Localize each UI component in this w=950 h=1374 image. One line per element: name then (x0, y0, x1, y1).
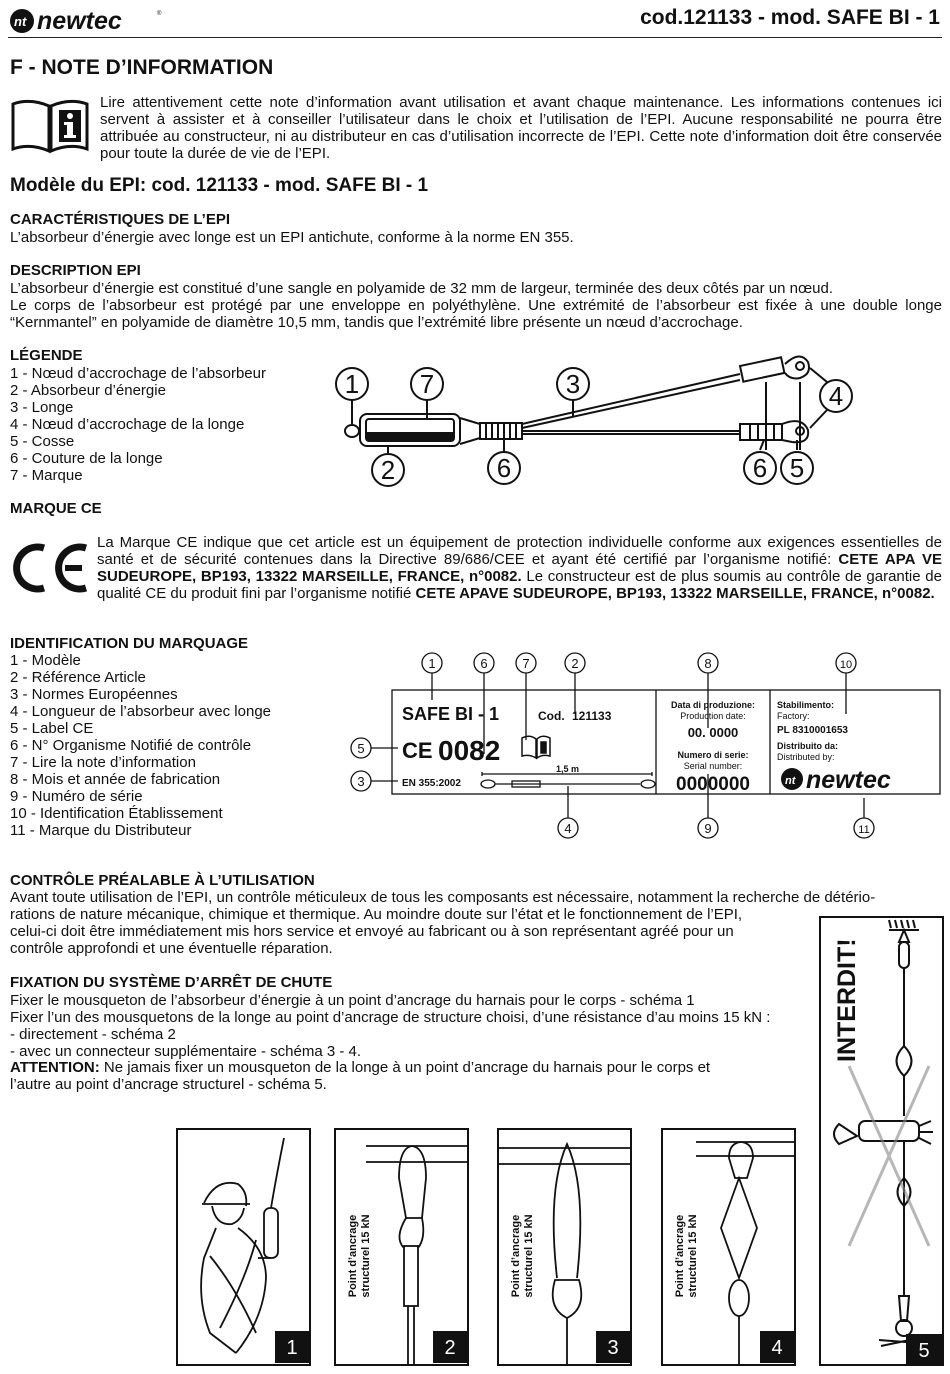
label-model: SAFE BI - 1 (402, 704, 500, 724)
description-heading: DESCRIPTION EPI (10, 262, 141, 279)
characteristics-heading: CARACTÉRISTIQUES DE L’EPI (10, 211, 231, 228)
schema-number: 5 (918, 1340, 930, 1362)
ce-body-1: CETE APA VE SUDEUROPE, BP193, 13322 MARSEILLE, FRANCE, n°0082. (97, 551, 943, 585)
label-callout: 6 (480, 656, 488, 671)
svg-text:®: ® (157, 11, 162, 17)
precheck-heading: CONTRÔLE PRÉALABLE À L’UTILISATION (10, 872, 315, 889)
label-distrib-en: Distributed by: (777, 752, 835, 762)
forbidden-label: INTERDIT! (833, 938, 861, 1062)
label-callout: 8 (704, 656, 712, 671)
schema-number: 1 (286, 1337, 298, 1359)
ce-mark-icon (8, 540, 90, 596)
fixation-attention (10, 1059, 810, 1076)
description-line2: Le corps de l’absorbeur est protégé par une enveloppe en polyéthylène. Une extrémité de l’absorbeur est fixée à une double longe “Kernmantel” en polyamide de diamètre 10,5 mm, tandis que l’extrémité libre présente un nœud d’accrochage. (10, 297, 942, 331)
label-callout: 2 (571, 656, 579, 671)
legend-heading: LÉGENDE (10, 347, 83, 364)
label-callout: 10 (839, 659, 853, 671)
label-callout: 11 (858, 824, 870, 836)
schema-2 (334, 1128, 469, 1366)
fixation-heading: FIXATION DU SYSTÈME D’ARRÊT DE CHUTE (10, 974, 333, 991)
schema-number: 3 (607, 1337, 619, 1359)
schema-number: 4 (771, 1337, 783, 1359)
lanyard-diagram (330, 340, 870, 495)
schema-number: 2 (444, 1337, 456, 1359)
identification-item: 1 - Modèle (10, 652, 81, 669)
label-cod: 121133 (572, 709, 612, 723)
label-serial-en: Serial number: (683, 761, 743, 771)
label-factory-en: Factory: (777, 711, 810, 721)
identification-item: 9 - Numéro de série (10, 788, 143, 805)
description-line1: L’absorbeur d’énergie est constitué d’une sangle en polyamide de 32 mm de largeur, terminée des deux côtés par un nœud. (10, 280, 834, 297)
label-prod-it: Data di produzione: (671, 700, 755, 710)
brand-name: newtec (37, 7, 122, 35)
legend-item: 2 - Absorbeur d’énergie (10, 382, 166, 399)
label-callout: 4 (564, 821, 572, 836)
identification-item: 10 - Identification Établissement (10, 805, 223, 822)
ce-text-part2: Le constructeur est de plus soumis au contrôle de garantie de qualité CE du produit fini par l’organisme notifié (97, 568, 942, 602)
anchor-label: structurel 15 kN (523, 1214, 535, 1298)
legend-item: 5 - Cosse (10, 433, 75, 450)
anchor-label: Point d’ancrage (347, 1214, 359, 1298)
page-title: F - NOTE D’INFORMATION (10, 56, 274, 79)
identification-item: 2 - Référence Article (10, 669, 146, 686)
svg-text:nt: nt (14, 14, 27, 29)
label-length: 1,5 m (556, 764, 580, 774)
attention-label: ATTENTION: (10, 1059, 100, 1076)
header-rule (8, 37, 942, 38)
precheck-line: rations de nature mécanique, chimique et thermique. Au moindre doute sur l’état et le fonctionnement de l’EPI, (10, 906, 743, 923)
diagram-callout: 7 (419, 369, 435, 399)
identification-item: 5 - Label CE (10, 720, 94, 737)
label-ce: CE (402, 738, 433, 763)
precheck-line: celui-ci doit être immédiatement mis hors service et envoyé au fabricant ou à son représentant agréé pour un (10, 923, 734, 940)
ce-text (97, 534, 942, 602)
legend-item: 1 - Nœud d’accrochage de l’absorbeur (10, 365, 266, 382)
schema-5-forbidden (819, 916, 944, 1366)
identification-item: 8 - Mois et année de fabrication (10, 771, 221, 788)
read-manual-icon (10, 96, 90, 154)
label-callout: 3 (357, 774, 365, 789)
legend-item: 7 - Marque (10, 467, 83, 484)
identification-heading: IDENTIFICATION DU MARQUAGE (10, 635, 249, 652)
label-callout: 5 (357, 741, 365, 756)
legend-item: 3 - Longe (10, 399, 74, 416)
schema-1 (176, 1128, 311, 1366)
diagram-callout: 4 (828, 381, 844, 411)
newtec-logo (8, 6, 168, 36)
identification-item: 6 - N° Organisme Notifié de contrôle (10, 737, 252, 754)
document-code: cod.121133 - mod. SAFE BI - 1 (640, 6, 940, 29)
anchor-label: Point d’ancrage (674, 1214, 686, 1298)
label-factory-it: Stabilimento: (777, 700, 835, 710)
label-norm: EN 355:2002 (402, 778, 461, 789)
label-brand: newtec (806, 766, 891, 794)
diagram-callout: 3 (565, 369, 581, 399)
model-heading: Modèle du EPI: cod. 121133 - mod. SAFE BI - 1 (10, 175, 429, 196)
label-distrib-it: Distribuito da: (777, 741, 838, 751)
anchor-label: structurel 15 kN (687, 1214, 699, 1298)
fixation-line: l’autre au point d’ancrage structurel - schéma 5. (10, 1076, 327, 1093)
legend-item: 6 - Couture de la longe (10, 450, 163, 467)
anchor-label: structurel 15 kN (360, 1214, 372, 1298)
marking-label-diagram (340, 648, 944, 844)
label-prod-value: 00. 0000 (687, 725, 739, 740)
label-callout: 1 (428, 656, 436, 671)
label-prod-en: Production date: (680, 711, 746, 721)
label-notified-body: 0082 (438, 735, 501, 766)
anchor-label: Point d’ancrage (510, 1214, 522, 1298)
identification-item: 7 - Lire la note d’information (10, 754, 196, 771)
svg-text:nt: nt (785, 775, 796, 787)
diagram-callout: 1 (344, 369, 360, 399)
fixation-line: Fixer l’un des mousquetons de la longe au point d’ancrage de structure choisi, d’une résistance d’au moins 15 kN : (10, 1009, 771, 1026)
label-factory-value: PL 8310001653 (777, 725, 848, 736)
label-callout: 7 (522, 656, 530, 671)
label-cod-label: Cod. (538, 709, 565, 723)
diagram-callout: 2 (380, 455, 396, 485)
label-serial-it: Numero di serie: (677, 750, 749, 760)
diagram-callout: 6 (496, 453, 512, 483)
attention-text: Ne jamais fixer un mousqueton de la longe à un point d’ancrage du harnais pour le corps et (99, 1059, 711, 1076)
schema-4 (661, 1128, 796, 1366)
identification-item: 11 - Marque du Distributeur (10, 822, 192, 839)
characteristics-text: L’absorbeur d’énergie avec longe est un EPI antichute, conforme à la norme EN 355. (10, 229, 574, 246)
identification-item: 3 - Normes Européennes (10, 686, 178, 703)
legend-item: 4 - Nœud d’accrochage de la longe (10, 416, 245, 433)
precheck-line: Avant toute utilisation de l’EPI, un contrôle méticuleux de tous les composants est nécessaire, notamment la recherche de détério- (10, 889, 876, 906)
ce-heading: MARQUE CE (10, 500, 102, 517)
fixation-line: Fixer le mousqueton de l’absorbeur d’énergie à un point d’ancrage du harnais pour le corps - schéma 1 (10, 992, 695, 1009)
fixation-line: - directement - schéma 2 (10, 1026, 176, 1043)
fixation-line: - avec un connecteur supplémentaire - schéma 3 - 4. (10, 1043, 362, 1060)
identification-item: 4 - Longueur de l’absorbeur avec longe (10, 703, 272, 720)
ce-text-part1: La Marque CE indique que cet article est un équipement de protection individuelle conforme aux exigences essentielles de santé et de sécurité contenues dans la Directive 89/686/CEE et ayant été certifié par l’organisme notifié: (97, 534, 942, 568)
diagram-callout: 6 (752, 453, 768, 483)
precheck-line: contrôle approfondi et une éventuelle réparation. (10, 940, 333, 957)
schema-3 (497, 1128, 632, 1366)
identification-list (10, 652, 271, 839)
diagram-callout: 5 (789, 453, 805, 483)
label-serial-value: 0000000 (676, 774, 750, 795)
ce-body-2: CETE APAVE SUDEUROPE, BP193, 13322 MARSEILLE, FRANCE, n°0082. (415, 585, 935, 602)
intro-text: Lire attentivement cette note d’information avant utilisation et avant chaque maintenance. Les informations contenues ici servent à assister et à conseiller l’utilisateur dans le choix et l’utilisation de l’EPI. Aucune responsabilité ne pourra être attribuée au constructeur, ni au distributeur en cas d’utilisation incorrecte de l’EPI. Cette note d’information doit être conservée pour toute la durée de vie de l’EPI. (100, 94, 942, 162)
label-callout: 9 (704, 821, 712, 836)
